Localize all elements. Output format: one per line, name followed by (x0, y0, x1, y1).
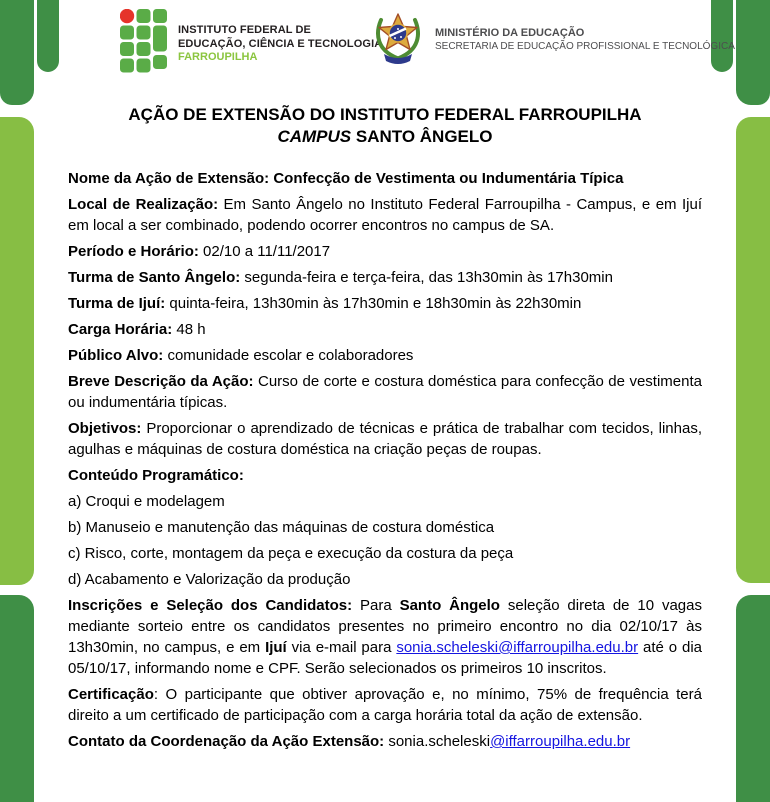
label-bold: Inscrições e Seleção dos Candidatos: (68, 597, 353, 614)
mec-logo (372, 8, 735, 71)
paragraph (68, 491, 702, 512)
if-logo-text-line2: EDUCAÇÃO, CIÊNCIA E TECNOLOGIA (178, 37, 383, 50)
label-bold: Objetivos: (68, 420, 142, 437)
decoration-right-light-bar (736, 117, 770, 583)
label-bold: Público Alvo: (68, 347, 164, 364)
text-run: c) Risco, corte, montagem da peça e execução da costura da peça (68, 545, 514, 562)
paragraph (68, 371, 702, 413)
paragraph (68, 684, 702, 726)
text-run: Curso de corte e costura doméstica para confecção de vestimenta ou indumentária típicas. (68, 373, 702, 411)
title-city: SANTO ÂNGELO (351, 127, 493, 146)
email-link[interactable]: @iffarroupilha.edu.br (490, 733, 631, 750)
label-bold: Turma de Ijuí: (68, 295, 166, 312)
paragraph (68, 595, 702, 679)
label-bold: Conteúdo Programático: (68, 467, 244, 484)
if-logo-text-line1: INSTITUTO FEDERAL DE (178, 24, 311, 36)
text-run: b) Manuseio e manutenção das máquinas de costura doméstica (68, 519, 495, 536)
decoration-left-light-bar (0, 117, 34, 585)
decoration-top-right-outer-bar (736, 0, 770, 105)
if-farroupilha-logo (120, 9, 382, 78)
decoration-top-left-outer-bar (0, 0, 34, 105)
coat-of-arms-icon (372, 8, 424, 71)
text-run: Proporcionar o aprendizado de técnicas e prática de trabalhar com tecidos, linhas, agulhas e máquinas de costura doméstica na criação peças de roupas. (68, 420, 702, 458)
paragraph (68, 569, 702, 590)
decoration-top-left-inner-tab (37, 0, 59, 72)
label-bold: Breve Descrição da Ação: (68, 373, 254, 390)
paragraph (68, 293, 702, 314)
title-line2 (68, 126, 702, 148)
text-run: seleção direta de 10 vagas mediante sorteio entre os candidatos presentes no primeiro encontro no dia 02/10/17 às 13h30min, no campus, e em (68, 597, 702, 656)
text-run: quinta-feira, 13h30min às 17h30min e 18h30min às 22h30min (165, 295, 582, 312)
text-run: segunda-feira e terça-feira, das 13h30min às 17h30min (240, 269, 613, 286)
title-line1: AÇÃO DE EXTENSÃO DO INSTITUTO FEDERAL FARROUPILHA (128, 105, 642, 124)
label-bold: Carga Horária: (68, 321, 173, 338)
if-logo-icon (120, 9, 168, 78)
label-bold: Período e Horário: (68, 243, 199, 260)
label-bold: Local de Realização: (68, 196, 219, 213)
paragraph (68, 517, 702, 538)
content (68, 168, 702, 757)
mec-text-line1: MINISTÉRIO DA EDUCAÇÃO (435, 26, 585, 39)
text-run: até o dia 05/10/17, informando nome e CPF. Serão selecionados os primeiros 10 inscritos. (68, 639, 702, 677)
text-run: 02/10 a 11/11/2017 (198, 243, 331, 260)
text-run: Em Santo Ângelo no Instituto Federal Farroupilha - Campus, e em Ijuí em local a ser combinado, podendo ocorrer encontros no campus de SA. (68, 196, 702, 234)
text-run: sonia.scheleski (384, 733, 491, 750)
paragraph (68, 194, 702, 236)
paragraph (68, 168, 702, 189)
paragraph (68, 465, 702, 486)
decoration-bottom-right-bar (736, 595, 770, 802)
text-run: a) Croqui e modelagem (68, 493, 225, 510)
label-bold: Contato da Coordenação da Ação Extensão: (68, 733, 385, 750)
text-run: via e-mail para (286, 639, 397, 656)
if-logo-text-line3: FARROUPILHA (178, 51, 258, 63)
label-bold: Santo Ângelo (399, 597, 500, 614)
paragraph (68, 241, 702, 262)
label-bold: Nome da Ação de Extensão: Confecção de Vestimenta ou Indumentária Típica (68, 170, 624, 187)
page-title (68, 104, 702, 148)
label-bold: Certificação (68, 686, 154, 703)
text-run: Para (352, 597, 400, 614)
paragraph (68, 543, 702, 564)
paragraph (68, 267, 702, 288)
paragraph (68, 418, 702, 460)
email-link[interactable]: sonia.scheleski@iffarroupilha.edu.br (396, 639, 639, 656)
text-run: d) Acabamento e Valorização da produção (68, 571, 351, 588)
paragraph (68, 731, 702, 752)
decoration-bottom-left-bar (0, 595, 34, 802)
text-run: : O participante que obtiver aprovação e, no mínimo, 75% de frequência terá direito a um certificado de participação com a carga horária total da ação de extensão. (68, 686, 702, 724)
paragraph (68, 319, 702, 340)
mec-text-line2: SECRETARIA DE EDUCAÇÃO PROFISSIONAL E TECNOLÓGICA (435, 40, 735, 52)
text-run: 48 h (172, 321, 206, 338)
label-bold: Turma de Santo Ângelo: (68, 269, 241, 286)
title-campus-italic: CAMPUS (277, 127, 352, 146)
paragraph (68, 345, 702, 366)
label-bold: Ijuí (265, 639, 287, 656)
text-run: comunidade escolar e colaboradores (163, 347, 414, 364)
